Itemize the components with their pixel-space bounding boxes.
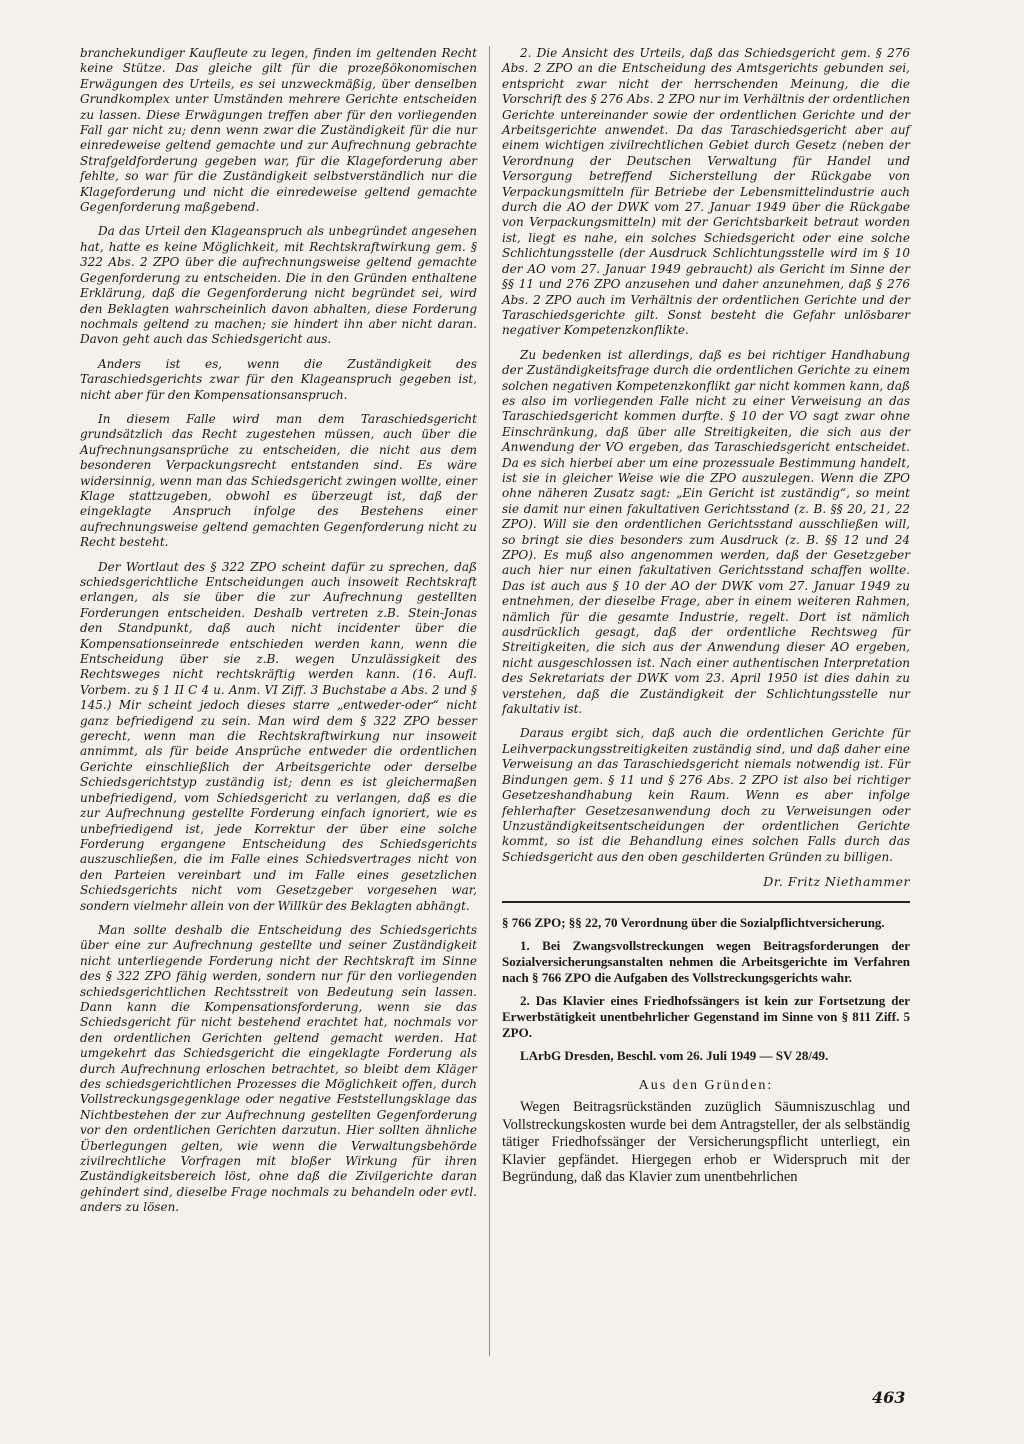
author-signature: Dr. Fritz Niethammer	[763, 874, 910, 890]
right-paragraph-2: Zu bedenken ist allerdings, daß es bei richtiger Handhabung der Zuständigkeitsfrage durch die ordentlichen Gerichte zu einem solchen negativen Kompetenzkonflikt gar nicht kommen kann, daß es also im vorliegenden Falle nicht zu einer Verweisung an das Taraschiedsgericht kommen durfte. § 10 der VO sagt zwar ohne Einschränkung, daß über alle Streitigkeiten, die sich aus der Anwendung der VO ergeben, das Taraschiedsgericht entscheidet. Da es sich hierbei aber um eine prozessuale Bestimmung handelt, ist sie in gleicher Weise wie die ZPO auszulegen. Wenn die ZPO ohne näheren Zusatz sagt: „Ein Gericht ist zuständig“, so meint sie damit nur einen fakultativen Gerichtsstand (z. B. §§ 20, 21, 22 ZPO). Will sie den ordentlichen Gerichtsstand ausschließen will, so bringt sie dies besonders zum Ausdruck (z. B. §§ 12 und 24 ZPO). Es muß also angenommen werden, daß der Gesetzgeber auch hier nur einen fakultativen Gerichtsstand schaffen wollte. Das ist auch aus § 10 der AO der DWK vom 27. Januar 1949 zu entnehmen, der dieselbe Frage, aber in einem weiteren Rahmen, nämlich für die gesamte Industrie, regelt. Dort ist nämlich ausdrücklich gesagt, daß der ordentliche Rechtsweg für Streitigkeiten, die sich aus der Anwendung dieser AO ergeben, nicht ausgeschlossen ist. Nach einer authentischen Interpretation des Sekretariats der DWK vom 23. April 1950 ist dies dahin zu verstehen, daß die Zuständigkeit der Schlichtungsstelle nur fakultativ ist.	[502, 347, 910, 717]
left-paragraph-6: Man sollte deshalb die Entscheidung des Schiedsgerichts über eine zur Aufrechnung gestellte und seiner Zuständigkeit nicht unterliegende Forderung nicht der Rechtskraft im Sinne des § 322 ZPO fähig werden, sondern nur für den vorliegenden schiedsgerichtlichen Rechtsstreit von Bedeutung sein lassen. Dann kann die Kompensationsforderung, wenn sie das Schiedsgericht für nicht bestehend erachtet hat, nochmals vor den ordentlichen Gerichten geltend gemacht werden. Hat umgekehrt das Schiedsgericht die eingeklagte Forderung als durch Aufrechnung erloschen betrachtet, so bleibt dem Kläger des schiedsgerichtlichen Prozesses die Möglichkeit offen, durch Vollstreckungsgegenklage oder negative Feststellungsklage das Nichtbestehen der zur Aufrechnung gestellten Gegenforderung vor den ordentlichen Gerichten darzutun. Hier sollten ähnliche Überlegungen gelten, wie wenn die Verwaltungsbehörde zivilrechtliche Vorfragen mit bloßer Wirkung für ihren Zuständigkeitsbereich löst, ohne daß die Zivilgerichte daran gehindert sind, dieselbe Frage nochmals zu behandeln oder evtl. anders zu lösen.	[80, 922, 477, 1215]
reasons-paragraph: Wegen Beitragsrückständen zuzüglich Säumniszuschlag und Vollstreckungskosten wurde bei dem Antragsteller, der als selbständig tätiger Friedhofssänger der Versicherungspflicht unterliegt, ein Klavier gepfändet. Hiergegen erhob er Widerspruch mit der Begründung, daß das Klavier zum unentbehrlichen	[502, 1099, 910, 1186]
column-divider	[489, 46, 490, 1356]
left-column	[80, 46, 477, 1225]
reasons-heading: Aus den Gründen:	[638, 1078, 774, 1094]
right-paragraph-3: Daraus ergibt sich, daß auch die ordentlichen Gerichte für Leihverpackungsstreitigkeiten zuständig sind, und daß daher eine Verweisung an das Taraschiedsgericht niemals notwendig ist. Für Bindungen gem. § 11 und § 276 Abs. 2 ZPO ist also bei richtiger Gesetzeshandhabung kein Raum. Wenn es aber infolge fehlerhafter Gesetzesanwendung doch zu Verweisungen oder Unzuständigkeitsentscheidungen der ordentlichen Gerichte kommt, so ist die Behandlung eines solchen Falls durch das Schiedsgericht aus den oben geschilderten Gründen zu billigen.	[502, 726, 910, 864]
section-separator	[502, 901, 910, 903]
left-paragraph-3: Anders ist es, wenn die Zuständigkeit des Taraschiedsgerichts zwar für den Klageanspruch gegeben ist, nicht aber für den Kompensationsanspruch.	[80, 356, 477, 402]
ruling-point-1: 1. Bei Zwangsvollstreckungen wegen Beitragsforderungen der Sozialversicherungsanstalten nehmen die Arbeitsgerichte im Verfahren nach § 766 ZPO die Aufgaben des Vollstreckungsgerichts wahr.	[502, 938, 910, 986]
page-number: 463	[872, 1388, 906, 1407]
left-paragraph-2: Da das Urteil den Klageanspruch als unbegründet angesehen hat, hatte es keine Möglichkeit, mit Rechtskraftwirkung gem. § 322 Abs. 2 ZPO über die aufrechnungsweise geltend gemachte Gegenforderung zu entscheiden. Die in den Gründen enthaltene Erklärung, daß die Gegenforderung nicht begründet sei, wird den Beklagten wahrscheinlich davon abhalten, diese Forderung nochmals geltend zu machen; sie hindert ihn aber nicht daran. Davon geht auch das Schiedsgericht aus.	[80, 224, 477, 347]
right-column	[502, 46, 910, 1187]
ruling-point-2: 2. Das Klavier eines Friedhofssängers ist kein zur Fortsetzung der Erwerbstätigkeit unentbehrlicher Gegenstand im Sinne von § 811 Ziff. 5 ZPO.	[502, 993, 910, 1041]
ruling-court-citation: LArbG Dresden, Beschl. vom 26. Juli 1949 — SV 28/49.	[520, 1048, 829, 1064]
right-paragraph-1: 2. Die Ansicht des Urteils, daß das Schiedsgericht gem. § 276 Abs. 2 ZPO an die Entscheidung des Amtsgerichts gebunden sei, entspricht zwar nicht der herrschenden Meinung, die die Vorschrift des § 276 Abs. 2 ZPO nur im Verhältnis der ordentlichen Gerichte untereinander sowie der ordentlichen Gerichte und der Arbeitsgerichte anwendet. Da das Taraschiedsgericht aber auf einem wichtigen zivilrechtlichen Gebiet durch Gesetz (neben der Verordnung der Deutschen Verwaltung für Handel und Versorgung betreffend Sicherstellung der Rückgabe von Verpackungsmitteln für Betriebe der Lebensmittelindustrie auch durch die AO der DWK vom 27. Januar 1949 über die Rückgabe von Verpackungsmitteln) mit der Gerichtsbarkeit betraut worden ist, liegt es nahe, ein solches Schiedsgericht oder eine solche Schlichtungsstelle (der Ausdruck Schlichtungsstelle wird im § 10 der AO vom 27. Januar 1949 gebraucht) als Gericht im Sinne der §§ 11 und 276 ZPO anzusehen und daher anzunehmen, daß § 276 Abs. 2 ZPO auch im Verhältnis der ordentlichen Gerichte und der Taraschiedsgerichte gilt. Sonst besteht die Gefahr unlösbarer negativer Kompetenzkonflikte.	[502, 46, 910, 338]
left-paragraph-1: branchekundiger Kaufleute zu legen, finden im geltenden Recht keine Stütze. Das gleiche gilt für die prozeßökonomischen Erwägungen des Urteils, es sei unzweckmäßig, über denselben Grundkomplex unter Umständen mehrere Gerichte entscheiden zu lassen. Diese Erwägungen treffen aber für den vorliegenden Fall gar nicht zu; denn wenn zwar die Zuständigkeit für die nur einredeweise geltend gemachte und zur Aufrechnung gebrachte Strafgeldforderung gegeben war, für die Klageforderung aber fehlte, so war für die Zuständigkeit selbstverständlich nur die Klageforderung und nicht die einredeweise geltend gemachte Gegenforderung maßgebend.	[80, 46, 477, 215]
ruling-heading: § 766 ZPO; §§ 22, 70 Verordnung über die Sozialpflichtversicherung.	[502, 915, 885, 931]
left-paragraph-4: In diesem Falle wird man dem Taraschiedsgericht grundsätzlich das Recht zugestehen müssen, auch über die Aufrechnungsansprüche zu entscheiden, die nicht aus dem besonderen Verpackungsrecht entstanden sind. Es wäre widersinnig, wenn man das Schiedsgericht zwingen wollte, einer Klage stattzugeben, obwohl es überzeugt ist, daß der eingeklagte Anspruch infolge des Bestehens einer aufrechnungsweise geltend gemachten Gegenforderung nicht zu Recht besteht.	[80, 411, 477, 550]
left-paragraph-5: Der Wortlaut des § 322 ZPO scheint dafür zu sprechen, daß schiedsgerichtliche Entscheidungen auch insoweit Rechtskraft erlangen, als sie über die zur Aufrechnung gestellten Forderungen entscheiden. Deshalb vertreten z.B. Stein-Jonas den Standpunkt, daß auch nicht incidenter über die Kompensationseinrede entschieden werden kann, wenn die Entscheidung über sie z.B. wegen Unzulässigkeit des Rechtsweges nicht rechtskräftig werden kann. (16. Aufl. Vorbem. zu § 1 II C 4 u. Anm. VI Ziff. 3 Buchstabe a Abs. 2 und § 145.) Mir scheint jedoch dieses starre „entweder-oder“ nicht ganz befriedigend zu sein. Man wird dem § 322 ZPO besser gerecht, wenn man die Rechtskraftwirkung nur insoweit annimmt, als für beide Ansprüche entweder die ordentlichen Gerichte einschließlich der Arbeitsgerichte oder derselbe Schiedsgerichtstyp zuständig ist; denn es ist gleichermaßen unbefriedigend, vom Schiedsgericht zu verlangen, daß es die zur Aufrechnung gestellte Forderung einfach ignoriert, wie es unbefriedigend ist, jede Korrektur der über eine solche Forderung ergangene Entscheidung des Schiedsgerichts auszuschließen, die im Falle eines Schiedsvertrages nicht von den Parteien vereinbart und im Falle eines gesetzlichen Schiedsgerichts nicht vom Gesetzgeber vorgesehen war, sondern vielmehr allein von der Willkür des Beklagten abhängt.	[80, 559, 477, 913]
